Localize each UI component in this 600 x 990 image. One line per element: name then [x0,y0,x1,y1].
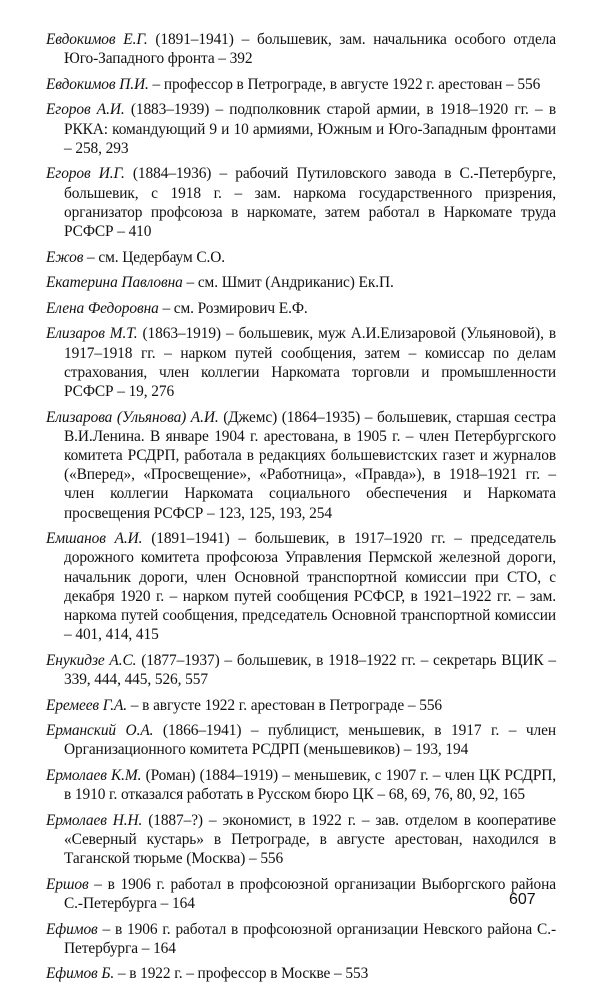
entry-name: Елизаров М.Т. [46,325,138,343]
page-number: 607 [509,891,536,908]
index-entry [46,811,556,869]
index-entry [46,75,556,94]
index-entry [46,299,556,318]
entry-name: Ежов [46,248,84,266]
entry-text: (Роман) (1884–1919) – меньшевик, с 1907 г. – член ЦК РСДРП, в 1910 г. отказался работать в Русском бюро ЦК – 68, 69, 76, 80, 92, 165 [64,766,556,804]
entry-name: Еремеев Г.А. [46,696,128,714]
entry-text: – в 1906 г. работал в профсоюзной организации Выборгского района С.-Петербурга – 164 [64,875,556,912]
entry-name: Екатерина Павловна [46,274,183,292]
entry-name: Ермолаев К.М. [46,766,142,784]
entry-text: (Джемс) (1864–1935) – большевик, старшая сестра В.И.Ленина. В январе 1904 г. арестована, в 1905 г. – член Петербургского комитета РСДРП, работала в редакциях большевистских газет и журналов («Вперед», «Просвещение», «Работница», «Правда»), в 1918–1921 гг. – член коллегии Наркомата социального обеспечения и Наркомата просвещения РСФСР – 123, 125, 193, 254 [64,408,556,522]
entry-text: – в августе 1922 г. арестован в Петрограде – 556 [127,696,443,714]
index-entry [46,696,556,715]
entry-name: Ерманский О.А. [46,722,154,740]
entry-text: (1883–1939) – подполковник старой армии, в 1918–1920 гг. – в РККА: командующий 9 и 10 армиями, Южным и Юго-Западным фронтами – 258, 293 [64,101,556,157]
index-entry [46,529,556,644]
entry-name: Ефимов [46,920,98,938]
index-entry [46,100,556,158]
entry-text: – см. Цедербаум С.О. [83,248,226,266]
index-entry [46,273,556,292]
index-entry [46,766,556,804]
entry-name: Елена Федоровна [46,299,159,317]
index-entry [46,324,556,401]
entry-name: Евдокимов П.И. [46,75,149,93]
entry-text: – в 1906 г. работал в профсоюзной организации Невского района С.-Петербурга – 164 [64,920,556,957]
index-entry [46,248,556,267]
index-entry [46,408,556,523]
index-entry [46,875,556,913]
entry-text: (1891–1941) – большевик, в 1917–1920 гг. – председатель дорожного комитета профсоюза Управления Пермской железной дороги, начальник дороги, член Основной транспортной комиссии при СТО, с декабря 1920 г. – нарком путей сообщения РСФСР, в 1921–1922 гг. – зам. наркома путей сообщения, председатель Основной транспортной комиссии – 401, 414, 415 [64,530,556,644]
entry-text: (1884–1936) – рабочий Путиловского завода в С.-Петербурге, большевик, с 1918 г. – зам. наркома государственного призрения, организатор профсоюза в наркомате, затем работал в Наркомате труда РСФСР – 410 [64,165,557,240]
entry-text: (1891–1941) – большевик, зам. начальника особого отдела Юго-Западного фронта – 392 [64,31,556,68]
entry-name: Егоров И.Г. [46,165,125,183]
entry-name: Емшанов А.И. [46,530,143,548]
entry-text: – в 1922 г. – профессор в Москве – 553 [114,965,369,983]
index-entry [46,651,556,689]
index-entry [46,721,556,759]
entry-name: Елизарова (Ульянова) А.И. [46,408,219,426]
entry-text: (1863–1919) – большевик, муж А.И.Елизаровой (Ульяновой), в 1917–1918 гг. – нарком путей сообщения, затем – комиссар по делам страхования, член коллегии Наркомата торговли и промышленности РСФСР – 19, 276 [64,325,557,400]
entry-name: Ермолаев Н.Н. [46,811,143,829]
index-entry [46,164,556,241]
entry-name: Егоров А.И. [46,101,125,119]
index-entry [46,964,556,983]
entry-text: – профессор в Петрограде, в августе 1922 г. арестован – 556 [148,75,541,93]
entry-name: Ершов [46,875,89,893]
index-entry [46,30,556,68]
index-entry [46,920,556,958]
entry-text: (1866–1941) – публицист, меньшевик, в 1917 г. – член Организационного комитета РСДРП (меньшевиков) – 193, 194 [64,722,556,759]
entry-name: Енукидзе А.С. [46,651,137,669]
entry-name: Ефимов Б. [46,965,115,983]
entry-name: Евдокимов Е.Г. [46,31,148,48]
entry-text: – см. Розмирович Е.Ф. [158,299,308,317]
entry-text: – см. Шмит (Андриканис) Ек.П. [182,274,394,292]
entry-text: (1877–1937) – большевик, в 1918–1922 гг. – секретарь ВЦИК – 339, 444, 445, 526, 557 [64,651,556,688]
index-entries [46,30,556,990]
entry-text: (1887–?) – экономист, в 1922 г. – зав. отделом в кооперативе «Северный кустарь» в Петрограде, в августе арестован, находился в Таганской тюрьме (Москва) – 556 [64,811,557,868]
